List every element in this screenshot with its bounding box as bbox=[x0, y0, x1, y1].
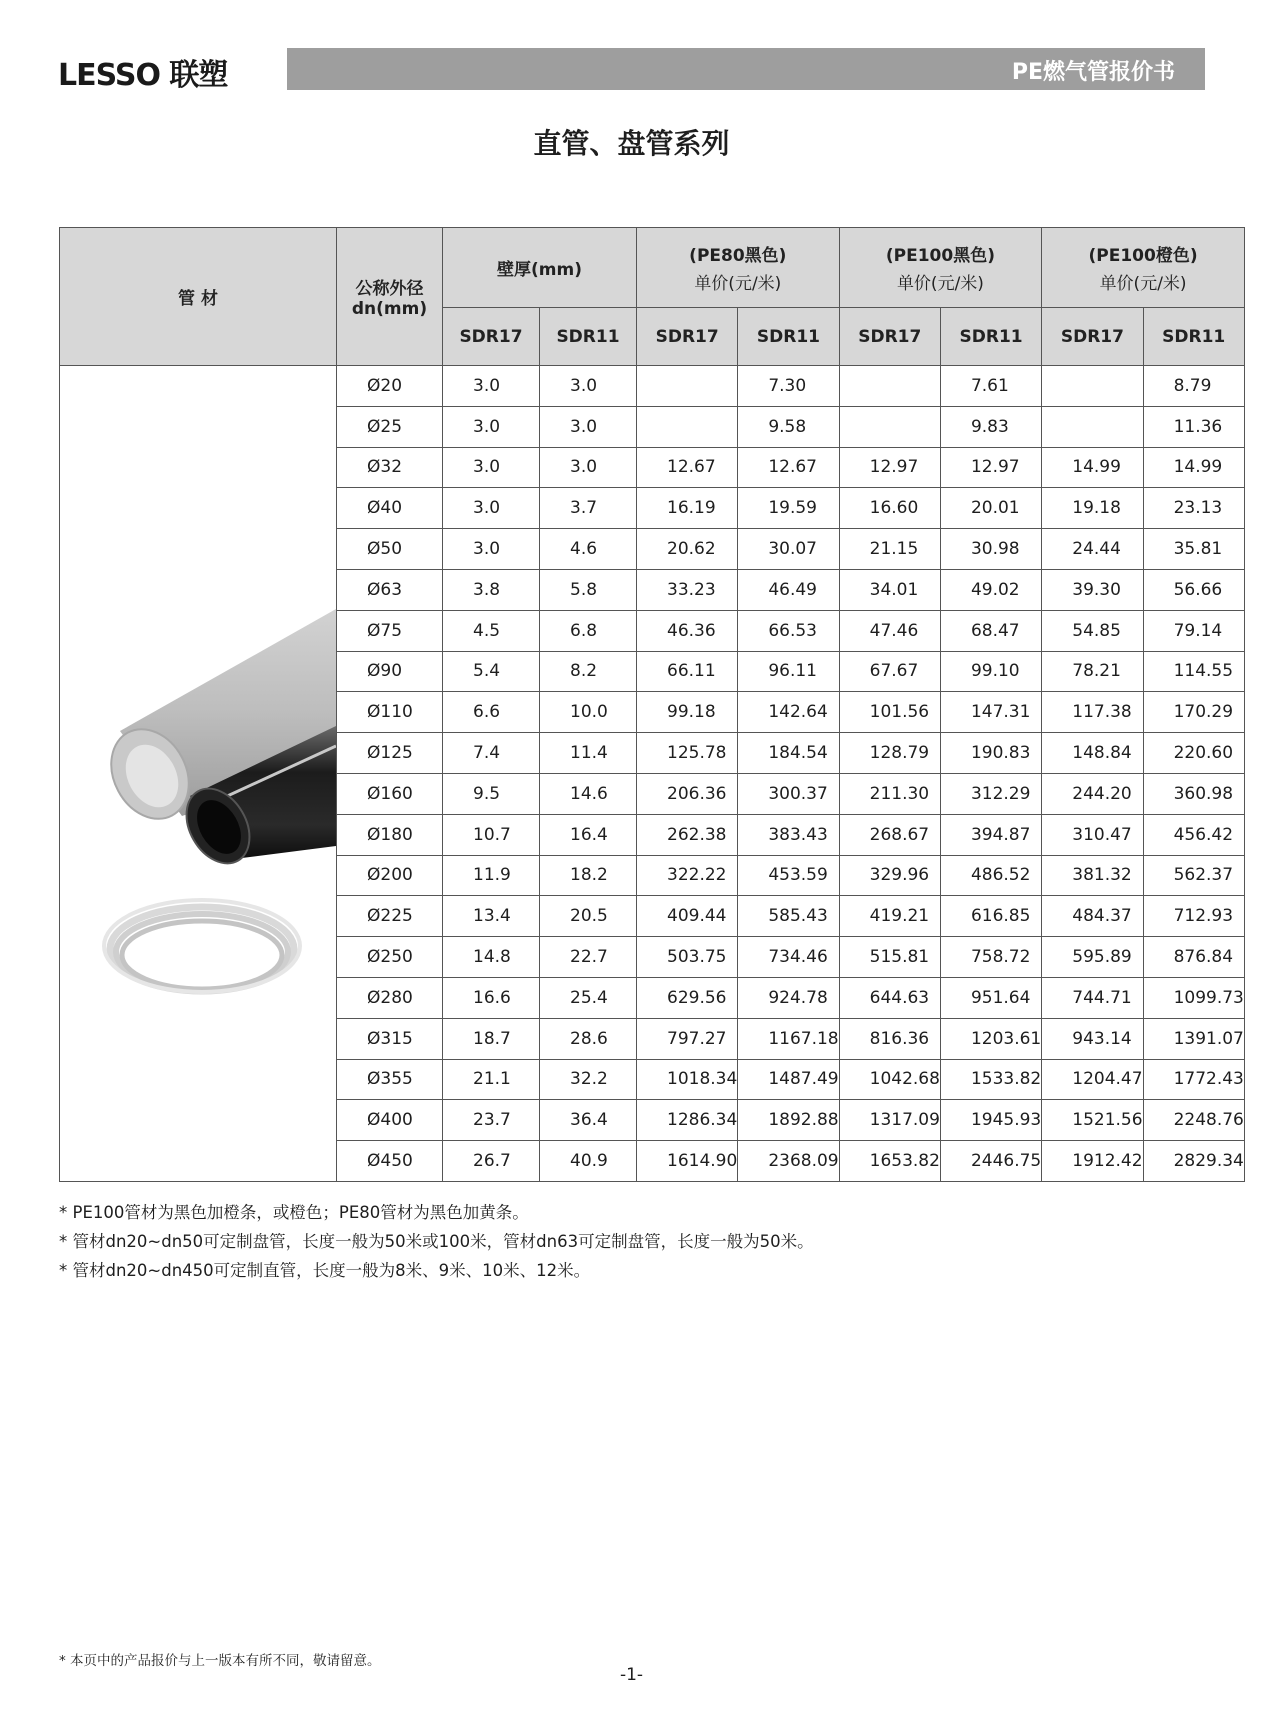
header-sdr: SDR17 bbox=[637, 308, 738, 366]
header-pe100-black-line2: 单价(元/米) bbox=[896, 274, 984, 294]
value-cell: 943.14 bbox=[1042, 1018, 1143, 1059]
value-cell: 16.4 bbox=[540, 814, 637, 855]
dn-cell: Ø280 bbox=[337, 977, 443, 1018]
header-sdr: SDR17 bbox=[443, 308, 540, 366]
value-cell: 36.4 bbox=[540, 1100, 637, 1141]
header-dn-line2: dn(mm) bbox=[351, 299, 428, 319]
header-pe100-orange bbox=[1042, 228, 1245, 308]
notes bbox=[59, 1198, 814, 1285]
value-cell: 67.67 bbox=[839, 651, 940, 692]
value-cell: 951.64 bbox=[940, 977, 1041, 1018]
value-cell: 39.30 bbox=[1042, 569, 1143, 610]
value-cell: 456.42 bbox=[1143, 814, 1244, 855]
value-cell: 816.36 bbox=[839, 1018, 940, 1059]
footer-note: * 本页中的产品报价与上一版本有所不同，敬请留意。 bbox=[59, 1653, 381, 1669]
value-cell: 49.02 bbox=[940, 569, 1041, 610]
value-cell: 96.11 bbox=[738, 651, 839, 692]
value-cell bbox=[637, 366, 738, 407]
value-cell: 12.67 bbox=[637, 447, 738, 488]
value-cell: 7.4 bbox=[443, 733, 540, 774]
value-cell: 394.87 bbox=[940, 814, 1041, 855]
value-cell bbox=[1042, 366, 1143, 407]
value-cell: 5.8 bbox=[540, 569, 637, 610]
dn-cell: Ø125 bbox=[337, 733, 443, 774]
header-pe100-orange-line1: (PE100橙色) bbox=[1088, 246, 1198, 266]
note-line: * 管材dn20~dn50可定制盘管，长度一般为50米或100米，管材dn63可定制盘管，长度一般为50米。 bbox=[59, 1232, 814, 1251]
value-cell: 3.0 bbox=[443, 529, 540, 570]
value-cell: 1945.93 bbox=[940, 1100, 1041, 1141]
value-cell: 78.21 bbox=[1042, 651, 1143, 692]
value-cell bbox=[839, 406, 940, 447]
dn-cell: Ø200 bbox=[337, 855, 443, 896]
value-cell: 3.8 bbox=[443, 569, 540, 610]
value-cell: 1912.42 bbox=[1042, 1141, 1143, 1182]
value-cell: 9.5 bbox=[443, 773, 540, 814]
dn-cell: Ø250 bbox=[337, 937, 443, 978]
value-cell: 184.54 bbox=[738, 733, 839, 774]
value-cell: 1487.49 bbox=[738, 1059, 839, 1100]
note-line: * 管材dn20~dn450可定制直管，长度一般为8米、9米、10米、12米。 bbox=[59, 1261, 591, 1280]
value-cell: 244.20 bbox=[1042, 773, 1143, 814]
value-cell: 383.43 bbox=[738, 814, 839, 855]
value-cell: 46.49 bbox=[738, 569, 839, 610]
pipe-product-image bbox=[90, 366, 336, 1176]
value-cell: 1317.09 bbox=[839, 1100, 940, 1141]
header-sdr: SDR17 bbox=[839, 308, 940, 366]
value-cell: 616.85 bbox=[940, 896, 1041, 937]
dn-cell: Ø20 bbox=[337, 366, 443, 407]
value-cell: 21.1 bbox=[443, 1059, 540, 1100]
header-dn-line1: 公称外径 bbox=[355, 279, 424, 299]
header-title: PE燃气管报价书 bbox=[1011, 60, 1175, 85]
value-cell: 734.46 bbox=[738, 937, 839, 978]
value-cell: 6.8 bbox=[540, 610, 637, 651]
header-pe100-black-line1: (PE100黑色) bbox=[885, 246, 995, 266]
value-cell: 190.83 bbox=[940, 733, 1041, 774]
value-cell: 99.10 bbox=[940, 651, 1041, 692]
value-cell: 2368.09 bbox=[738, 1141, 839, 1182]
header-pe80 bbox=[637, 228, 840, 308]
value-cell: 758.72 bbox=[940, 937, 1041, 978]
value-cell: 12.97 bbox=[940, 447, 1041, 488]
dn-cell: Ø160 bbox=[337, 773, 443, 814]
value-cell: 453.59 bbox=[738, 855, 839, 896]
value-cell: 25.4 bbox=[540, 977, 637, 1018]
value-cell: 3.0 bbox=[540, 447, 637, 488]
value-cell: 68.47 bbox=[940, 610, 1041, 651]
dn-cell: Ø50 bbox=[337, 529, 443, 570]
value-cell: 6.6 bbox=[443, 692, 540, 733]
value-cell: 409.44 bbox=[637, 896, 738, 937]
value-cell: 11.9 bbox=[443, 855, 540, 896]
dn-cell: Ø90 bbox=[337, 651, 443, 692]
value-cell: 8.2 bbox=[540, 651, 637, 692]
dn-cell: Ø180 bbox=[337, 814, 443, 855]
value-cell: 515.81 bbox=[839, 937, 940, 978]
value-cell: 79.14 bbox=[1143, 610, 1244, 651]
page-heading: 直管、盘管系列 bbox=[533, 127, 730, 160]
note-line: * PE100管材为黑色加橙条，或橙色；PE80管材为黑色加黄条。 bbox=[59, 1203, 529, 1222]
dn-cell: Ø315 bbox=[337, 1018, 443, 1059]
value-cell: 2829.34 bbox=[1143, 1141, 1244, 1182]
value-cell: 20.62 bbox=[637, 529, 738, 570]
value-cell: 1286.34 bbox=[637, 1100, 738, 1141]
value-cell: 300.37 bbox=[738, 773, 839, 814]
value-cell: 1521.56 bbox=[1042, 1100, 1143, 1141]
value-cell: 1167.18 bbox=[738, 1018, 839, 1059]
value-cell: 35.81 bbox=[1143, 529, 1244, 570]
value-cell: 1099.73 bbox=[1143, 977, 1244, 1018]
value-cell: 5.4 bbox=[443, 651, 540, 692]
value-cell: 3.0 bbox=[540, 406, 637, 447]
value-cell: 170.29 bbox=[1143, 692, 1244, 733]
value-cell: 19.18 bbox=[1042, 488, 1143, 529]
header-dn bbox=[337, 228, 443, 366]
value-cell: 12.67 bbox=[738, 447, 839, 488]
value-cell: 9.58 bbox=[738, 406, 839, 447]
value-cell: 3.7 bbox=[540, 488, 637, 529]
value-cell: 114.55 bbox=[1143, 651, 1244, 692]
value-cell: 7.30 bbox=[738, 366, 839, 407]
value-cell: 1772.43 bbox=[1143, 1059, 1244, 1100]
value-cell: 629.56 bbox=[637, 977, 738, 1018]
value-cell: 712.93 bbox=[1143, 896, 1244, 937]
dn-cell: Ø450 bbox=[337, 1141, 443, 1182]
value-cell: 32.2 bbox=[540, 1059, 637, 1100]
value-cell: 12.97 bbox=[839, 447, 940, 488]
value-cell: 20.01 bbox=[940, 488, 1041, 529]
value-cell: 16.19 bbox=[637, 488, 738, 529]
value-cell: 117.38 bbox=[1042, 692, 1143, 733]
header-pe80-line1: (PE80黑色) bbox=[689, 246, 787, 266]
dn-cell: Ø40 bbox=[337, 488, 443, 529]
value-cell bbox=[637, 406, 738, 447]
value-cell: 56.66 bbox=[1143, 569, 1244, 610]
table-row bbox=[60, 366, 1245, 407]
product-image-cell bbox=[60, 366, 337, 1182]
value-cell: 1018.34 bbox=[637, 1059, 738, 1100]
value-cell: 14.8 bbox=[443, 937, 540, 978]
value-cell bbox=[839, 366, 940, 407]
dn-cell: Ø355 bbox=[337, 1059, 443, 1100]
value-cell: 24.44 bbox=[1042, 529, 1143, 570]
value-cell: 147.31 bbox=[940, 692, 1041, 733]
value-cell: 744.71 bbox=[1042, 977, 1143, 1018]
value-cell: 142.64 bbox=[738, 692, 839, 733]
value-cell: 40.9 bbox=[540, 1141, 637, 1182]
value-cell: 1391.07 bbox=[1143, 1018, 1244, 1059]
value-cell: 30.07 bbox=[738, 529, 839, 570]
value-cell: 10.0 bbox=[540, 692, 637, 733]
value-cell: 16.6 bbox=[443, 977, 540, 1018]
value-cell: 1892.88 bbox=[738, 1100, 839, 1141]
value-cell: 3.0 bbox=[443, 488, 540, 529]
header-sdr: SDR11 bbox=[738, 308, 839, 366]
value-cell: 2446.75 bbox=[940, 1141, 1041, 1182]
value-cell: 46.36 bbox=[637, 610, 738, 651]
value-cell: 19.59 bbox=[738, 488, 839, 529]
value-cell: 486.52 bbox=[940, 855, 1041, 896]
value-cell: 34.01 bbox=[839, 569, 940, 610]
value-cell: 220.60 bbox=[1143, 733, 1244, 774]
dn-cell: Ø75 bbox=[337, 610, 443, 651]
value-cell: 125.78 bbox=[637, 733, 738, 774]
value-cell: 11.4 bbox=[540, 733, 637, 774]
value-cell: 18.2 bbox=[540, 855, 637, 896]
value-cell: 3.0 bbox=[443, 447, 540, 488]
value-cell: 312.29 bbox=[940, 773, 1041, 814]
value-cell: 4.5 bbox=[443, 610, 540, 651]
value-cell: 4.6 bbox=[540, 529, 637, 570]
value-cell: 11.36 bbox=[1143, 406, 1244, 447]
value-cell: 13.4 bbox=[443, 896, 540, 937]
value-cell: 360.98 bbox=[1143, 773, 1244, 814]
value-cell: 22.7 bbox=[540, 937, 637, 978]
header-sdr: SDR11 bbox=[1143, 308, 1244, 366]
value-cell: 644.63 bbox=[839, 977, 940, 1018]
price-table bbox=[59, 227, 1245, 1182]
value-cell: 503.75 bbox=[637, 937, 738, 978]
value-cell: 585.43 bbox=[738, 896, 839, 937]
value-cell: 28.6 bbox=[540, 1018, 637, 1059]
value-cell: 66.11 bbox=[637, 651, 738, 692]
value-cell: 381.32 bbox=[1042, 855, 1143, 896]
value-cell: 99.18 bbox=[637, 692, 738, 733]
value-cell: 14.99 bbox=[1143, 447, 1244, 488]
value-cell: 484.37 bbox=[1042, 896, 1143, 937]
value-cell: 148.84 bbox=[1042, 733, 1143, 774]
value-cell: 3.0 bbox=[443, 406, 540, 447]
value-cell: 47.46 bbox=[839, 610, 940, 651]
value-cell: 54.85 bbox=[1042, 610, 1143, 651]
value-cell: 876.84 bbox=[1143, 937, 1244, 978]
value-cell: 2248.76 bbox=[1143, 1100, 1244, 1141]
value-cell: 1614.90 bbox=[637, 1141, 738, 1182]
header-wall: 壁厚(mm) bbox=[443, 228, 637, 308]
dn-cell: Ø225 bbox=[337, 896, 443, 937]
coiled-pipe bbox=[104, 900, 300, 992]
dn-cell: Ø400 bbox=[337, 1100, 443, 1141]
value-cell: 66.53 bbox=[738, 610, 839, 651]
value-cell: 1042.68 bbox=[839, 1059, 940, 1100]
value-cell: 128.79 bbox=[839, 733, 940, 774]
header-sdr: SDR17 bbox=[1042, 308, 1143, 366]
header-sdr: SDR11 bbox=[540, 308, 637, 366]
value-cell: 1653.82 bbox=[839, 1141, 940, 1182]
value-cell: 3.0 bbox=[540, 366, 637, 407]
value-cell bbox=[1042, 406, 1143, 447]
value-cell: 10.7 bbox=[443, 814, 540, 855]
value-cell: 14.6 bbox=[540, 773, 637, 814]
header-pe100-black bbox=[839, 228, 1042, 308]
value-cell: 30.98 bbox=[940, 529, 1041, 570]
header-bar bbox=[287, 48, 1205, 90]
value-cell: 16.60 bbox=[839, 488, 940, 529]
value-cell: 1533.82 bbox=[940, 1059, 1041, 1100]
header-pe80-line2: 单价(元/米) bbox=[694, 274, 782, 294]
value-cell: 268.67 bbox=[839, 814, 940, 855]
value-cell: 595.89 bbox=[1042, 937, 1143, 978]
value-cell: 7.61 bbox=[940, 366, 1041, 407]
value-cell: 33.23 bbox=[637, 569, 738, 610]
value-cell: 562.37 bbox=[1143, 855, 1244, 896]
dn-cell: Ø63 bbox=[337, 569, 443, 610]
value-cell: 310.47 bbox=[1042, 814, 1143, 855]
value-cell: 1204.47 bbox=[1042, 1059, 1143, 1100]
header-material: 管 材 bbox=[60, 228, 337, 366]
value-cell: 262.38 bbox=[637, 814, 738, 855]
value-cell: 18.7 bbox=[443, 1018, 540, 1059]
lesso-logo: LESSO 联塑 bbox=[58, 58, 228, 93]
value-cell: 8.79 bbox=[1143, 366, 1244, 407]
value-cell: 3.0 bbox=[443, 366, 540, 407]
value-cell: 797.27 bbox=[637, 1018, 738, 1059]
value-cell: 206.36 bbox=[637, 773, 738, 814]
value-cell: 21.15 bbox=[839, 529, 940, 570]
value-cell: 14.99 bbox=[1042, 447, 1143, 488]
value-cell: 1203.61 bbox=[940, 1018, 1041, 1059]
value-cell: 20.5 bbox=[540, 896, 637, 937]
dn-cell: Ø32 bbox=[337, 447, 443, 488]
value-cell: 419.21 bbox=[839, 896, 940, 937]
value-cell: 101.56 bbox=[839, 692, 940, 733]
value-cell: 329.96 bbox=[839, 855, 940, 896]
value-cell: 23.13 bbox=[1143, 488, 1244, 529]
value-cell: 23.7 bbox=[443, 1100, 540, 1141]
value-cell: 211.30 bbox=[839, 773, 940, 814]
value-cell: 924.78 bbox=[738, 977, 839, 1018]
dn-cell: Ø110 bbox=[337, 692, 443, 733]
page-number: -1- bbox=[619, 1665, 644, 1685]
header-sdr: SDR11 bbox=[940, 308, 1041, 366]
dn-cell: Ø25 bbox=[337, 406, 443, 447]
value-cell: 322.22 bbox=[637, 855, 738, 896]
value-cell: 26.7 bbox=[443, 1141, 540, 1182]
header-pe100-orange-line2: 单价(元/米) bbox=[1099, 274, 1187, 294]
value-cell: 9.83 bbox=[940, 406, 1041, 447]
